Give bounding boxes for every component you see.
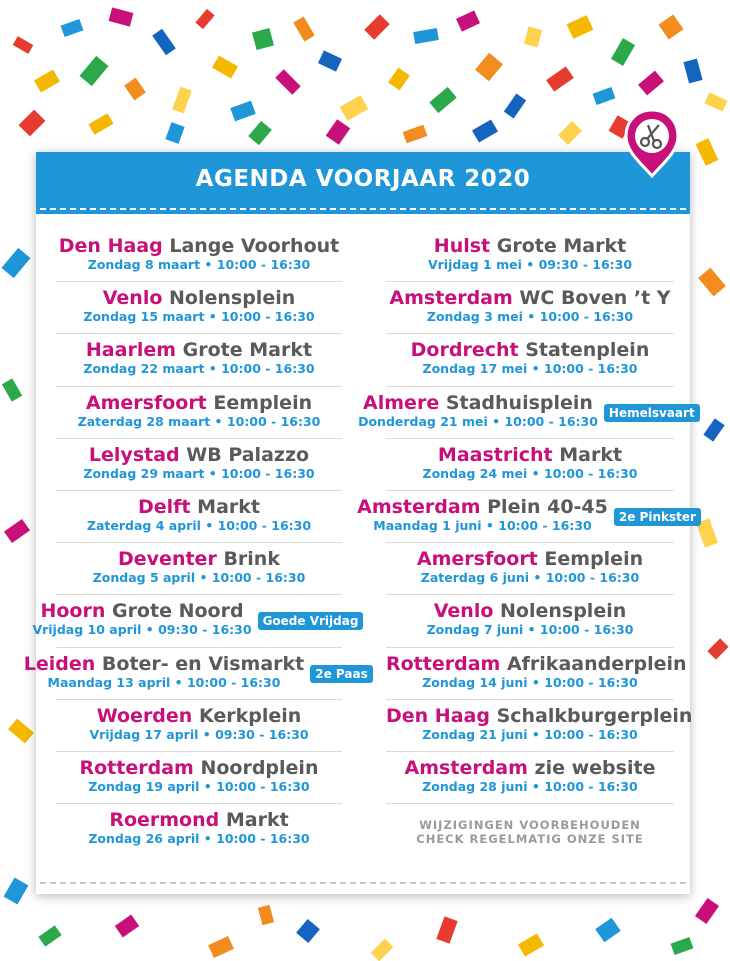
confetti-piece [595, 918, 621, 943]
event-location [386, 282, 674, 309]
event-venue: Brink [223, 548, 280, 571]
event-location [56, 543, 342, 570]
confetti-piece [4, 519, 30, 543]
event-date: Zondag 26 april • 10:00 - 16:30 [88, 831, 310, 847]
event-entry [358, 387, 695, 439]
event-date: Zondag 19 april • 10:00 - 16:30 [88, 778, 310, 794]
event-venue: Eemplein [213, 391, 313, 414]
confetti-piece [109, 7, 134, 26]
confetti-piece [638, 71, 664, 96]
event-city: Rotterdam [79, 756, 194, 779]
event-entry [386, 230, 674, 282]
confetti-piece [115, 915, 139, 938]
event-date: Vrijdag 1 mei • 09:30 - 16:30 [427, 257, 633, 272]
event-venue: Plein 40-45 [487, 495, 608, 518]
event-venue: Statenplein [525, 339, 650, 362]
event-entry [56, 230, 342, 282]
event-date: Zondag 15 maart • 10:00 - 16:30 [83, 309, 315, 325]
confetti-piece [61, 19, 84, 37]
confetti-piece [683, 59, 702, 84]
event-date: Zondag 17 mei • 10:00 - 16:30 [422, 361, 638, 377]
event-entry [56, 439, 342, 491]
confetti-piece [703, 418, 724, 441]
event-city: Amersfoort [85, 391, 207, 414]
confetti-piece [296, 919, 320, 943]
event-venue: Eemplein [544, 548, 644, 571]
event-location [386, 543, 674, 570]
confetti-piece [293, 16, 314, 41]
event-city: Rotterdam [386, 652, 501, 675]
disclaimer-notice [386, 804, 674, 846]
confetti-piece [371, 939, 394, 961]
event-city: Roermond [109, 809, 220, 832]
event-date: Maandag 1 juni • 10:00 - 16:30 [373, 517, 592, 533]
confetti-piece [429, 87, 456, 113]
header-dashed-line [40, 208, 686, 210]
confetti-piece [230, 101, 255, 122]
event-venue: Stadhuisplein [445, 391, 593, 414]
confetti-piece [524, 26, 542, 47]
event-city: Maastricht [437, 443, 553, 466]
confetti-piece [248, 121, 272, 145]
holiday-badge: Hemelsvaart [604, 404, 700, 422]
event-date: Zondag 21 juni • 10:00 - 16:30 [422, 726, 638, 742]
confetti-piece [38, 925, 61, 946]
event-entry [357, 491, 696, 543]
event-city: Leiden [23, 652, 96, 675]
confetti-piece [13, 36, 34, 54]
event-date: Donderdag 21 mei • 10:00 - 16:30 [358, 413, 598, 429]
event-venue: Grote Markt [182, 339, 313, 362]
event-date: Vrijdag 17 april • 09:30 - 16:30 [89, 726, 309, 742]
confetti-piece [504, 94, 526, 119]
event-venue: Grote Noord [111, 600, 244, 623]
confetti-piece [567, 15, 594, 39]
event-entry [56, 334, 342, 386]
confetti-piece [4, 877, 29, 904]
event-venue: Nolensplein [169, 287, 296, 310]
event-city: Lelystad [88, 443, 180, 466]
event-date: Zondag 29 maart • 10:00 - 16:30 [83, 465, 315, 481]
confetti-piece [88, 113, 113, 134]
event-date: Zondag 22 maart • 10:00 - 16:30 [83, 361, 315, 377]
confetti-piece [388, 68, 410, 91]
confetti-piece [658, 14, 683, 39]
event-city: Hulst [433, 235, 491, 257]
event-entry [386, 439, 674, 491]
event-date: Zondag 14 juni • 10:00 - 16:30 [422, 674, 638, 690]
event-city: Den Haag [58, 235, 163, 257]
event-city: Venlo [102, 287, 163, 310]
confetti-piece [456, 10, 480, 31]
confetti-piece [695, 898, 719, 924]
page-title: AGENDA VOORJAAR 2020 [195, 166, 531, 192]
event-date: Zaterdag 6 juni • 10:00 - 16:30 [420, 570, 640, 586]
confetti-piece [318, 50, 342, 71]
event-date: Vrijdag 10 april • 09:30 - 16:30 [32, 622, 252, 638]
event-venue: Kerkplein [198, 704, 302, 727]
confetti-piece [19, 110, 46, 137]
event-location [386, 700, 693, 727]
confetti-piece [172, 87, 191, 114]
confetti-piece [436, 916, 457, 943]
event-entry [56, 282, 342, 334]
event-venue: Markt [225, 809, 289, 832]
event-city: Deventer [118, 548, 217, 571]
confetti-piece [124, 78, 146, 101]
event-entry [56, 752, 342, 804]
confetti-piece [704, 92, 727, 111]
event-location [386, 334, 674, 361]
event-location [386, 752, 674, 779]
left-column [23, 230, 368, 856]
confetti-piece [208, 936, 234, 958]
event-city: Haarlem [85, 339, 177, 362]
event-date: Zaterdag 4 april • 10:00 - 16:30 [86, 517, 312, 533]
confetti-piece [413, 28, 439, 44]
confetti-piece [475, 53, 503, 81]
confetti-piece [195, 9, 214, 29]
event-entry [32, 595, 359, 647]
event-date: Maandag 13 april • 10:00 - 16:30 [47, 674, 281, 690]
confetti-piece [611, 38, 635, 66]
event-location [56, 752, 342, 779]
event-venue: Markt [197, 495, 260, 518]
event-city: Almere [363, 391, 440, 414]
event-venue: Markt [559, 443, 623, 466]
event-date: Zondag 24 mei • 10:00 - 16:30 [422, 465, 638, 481]
confetti-piece [403, 125, 428, 144]
event-location [386, 648, 687, 675]
event-entry [386, 543, 674, 595]
event-venue: Boter- en Vismarkt [101, 652, 305, 675]
event-city: Venlo [433, 600, 494, 623]
event-location [386, 230, 674, 257]
event-date: Zondag 8 maart • 10:00 - 16:30 [87, 257, 311, 272]
disclaimer-line-2: CHECK REGELMATIG ONZE SITE [416, 832, 644, 847]
event-city: Den Haag [386, 704, 490, 727]
right-column [357, 230, 696, 847]
event-location [0, 648, 342, 675]
holiday-badge: 2e Pinkster [614, 508, 701, 526]
confetti-piece [212, 55, 238, 78]
event-location [56, 334, 342, 361]
confetti-piece [340, 95, 369, 121]
event-entry [56, 700, 342, 752]
confetti-piece [34, 69, 60, 92]
confetti-piece [696, 138, 719, 166]
bottom-dashed-line [40, 882, 686, 884]
confetti-piece [2, 248, 31, 278]
holiday-badge: Goede Vrijdag [258, 612, 364, 630]
confetti-piece [326, 119, 351, 145]
event-entry [386, 648, 687, 700]
event-location [56, 804, 342, 831]
event-date: Zondag 28 juni • 10:00 - 16:30 [422, 778, 638, 794]
event-entry [386, 595, 674, 647]
event-location [56, 700, 342, 727]
event-city: Delft [138, 495, 191, 518]
event-venue: Schalkburgerplein [496, 704, 693, 727]
event-date: Zaterdag 28 maart • 10:00 - 16:30 [77, 413, 321, 429]
event-venue: Afrikaanderplein [506, 652, 687, 675]
event-venue: Nolensplein [500, 600, 627, 623]
event-entry [56, 543, 342, 595]
event-venue: Noordplein [200, 756, 319, 779]
confetti-piece [558, 121, 582, 145]
confetti-piece [252, 28, 274, 50]
disclaimer-line-1: WIJZIGINGEN VOORBEHOUDEN [419, 818, 641, 833]
event-venue: Grote Markt [496, 235, 627, 257]
confetti-piece [275, 69, 300, 94]
confetti-piece [80, 56, 109, 86]
event-venue: Lange Voorhout [169, 235, 340, 257]
confetti-piece [258, 905, 274, 925]
confetti-piece [593, 87, 616, 105]
event-location [386, 595, 674, 622]
confetti-piece [518, 933, 544, 956]
confetti-piece [707, 638, 728, 659]
event-city: Dordrecht [410, 339, 519, 362]
event-location [56, 230, 342, 257]
event-entry [386, 334, 674, 386]
event-venue: zie website [534, 756, 656, 779]
holiday-badge: 2e Paas [310, 665, 372, 683]
event-city: Amsterdam [357, 495, 481, 518]
event-date: Zondag 3 mei • 10:00 - 16:30 [426, 309, 634, 325]
event-entry [23, 648, 368, 700]
confetti-piece [152, 29, 176, 56]
event-venue: WB Palazzo [186, 443, 310, 466]
event-city: Amsterdam [404, 756, 528, 779]
event-city: Amersfoort [416, 548, 538, 571]
confetti-piece [698, 268, 726, 297]
event-location [56, 282, 342, 309]
event-venue: WC Boven ’t Y [519, 287, 671, 310]
confetti-piece [671, 937, 694, 955]
confetti-piece [8, 719, 34, 744]
confetti-piece [165, 122, 184, 144]
event-entry [386, 752, 674, 804]
confetti-piece [546, 66, 574, 91]
event-city: Amsterdam [389, 287, 513, 310]
confetti-piece [364, 14, 389, 39]
event-entry [386, 282, 674, 334]
event-location [386, 439, 674, 466]
event-date: Zondag 5 april • 10:00 - 16:30 [92, 570, 306, 586]
event-location [56, 439, 342, 466]
scissors-map-pin-icon [624, 108, 680, 178]
card-header [36, 152, 690, 214]
confetti-piece [2, 378, 22, 401]
event-city: Woerden [96, 704, 193, 727]
event-entry [386, 700, 693, 752]
event-entry [56, 804, 342, 856]
event-date: Zondag 7 juni • 10:00 - 16:30 [426, 622, 634, 638]
confetti-piece [472, 119, 498, 142]
event-city: Hoorn [40, 600, 106, 623]
